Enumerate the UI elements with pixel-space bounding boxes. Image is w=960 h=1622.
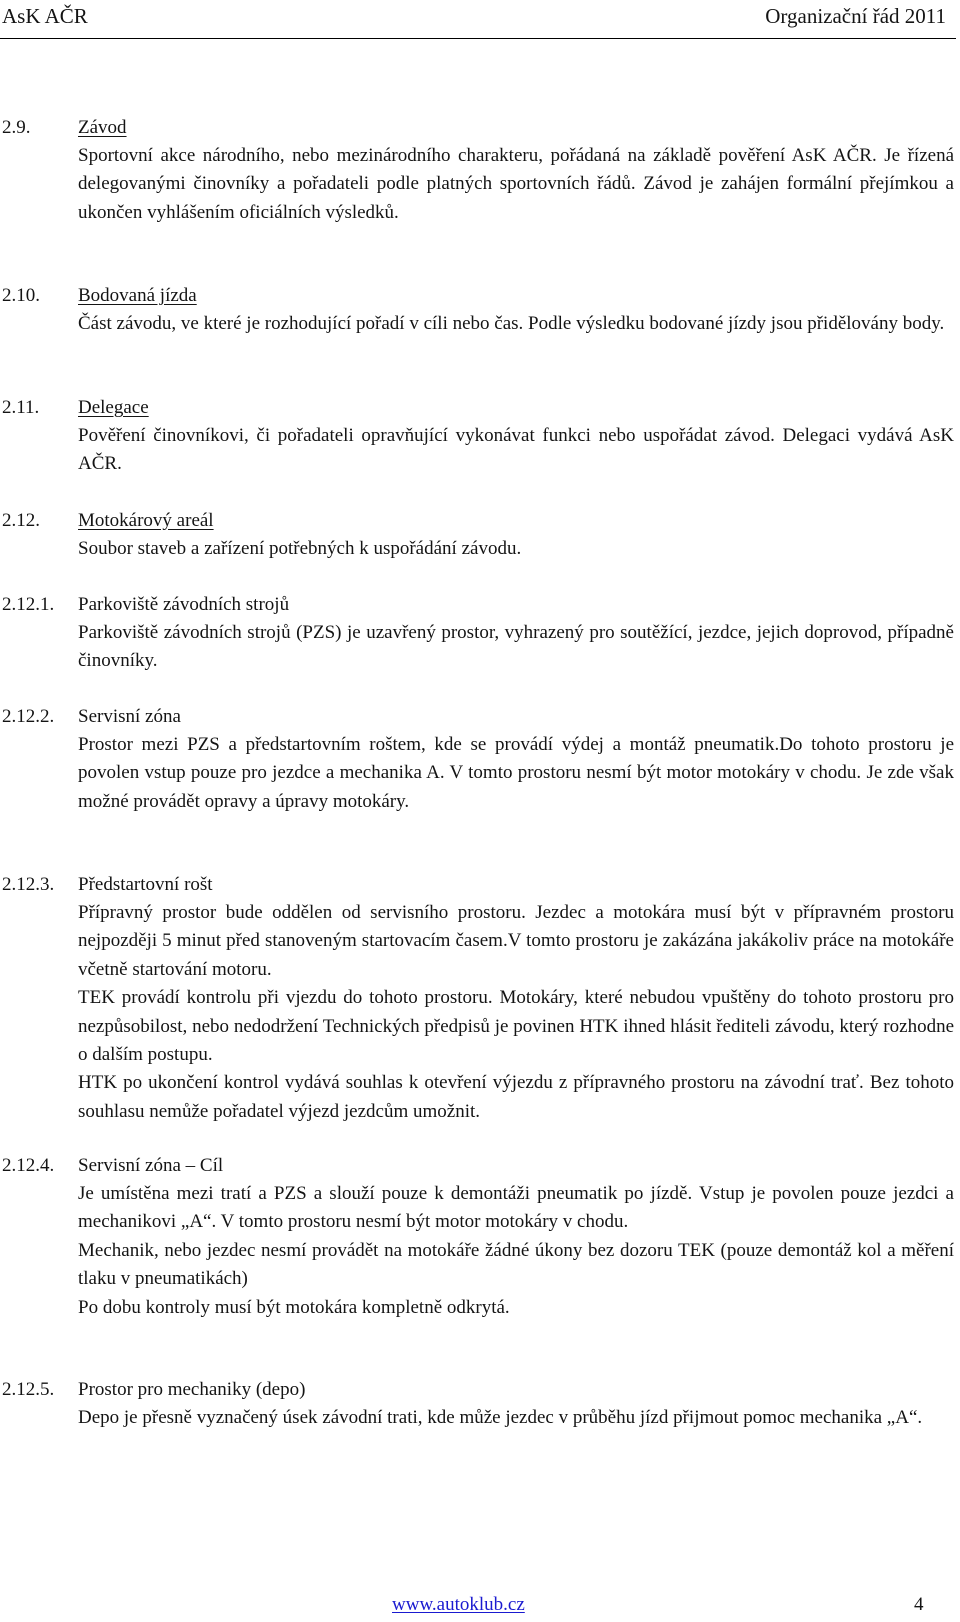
section-number: 2.12.1.	[2, 594, 55, 615]
section-title: Servisní zóna – Cíl	[78, 1155, 224, 1176]
section-body	[78, 142, 954, 227]
section-number: 2.10.	[2, 285, 40, 306]
section-number: 2.12.2.	[2, 706, 55, 727]
section-body	[78, 899, 954, 1126]
section-title: Předstartovní rošt	[78, 874, 213, 895]
section-title: Servisní zóna	[78, 706, 181, 727]
section-number: 2.12.3.	[2, 874, 55, 895]
section-body	[78, 731, 954, 816]
page-number: 4	[914, 1594, 924, 1615]
paragraph: Sportovní akce národního, nebo mezinárodního charakteru, pořádaná na základě pověření AsK AČR. Je řízená delegovanými činovníky a pořadateli podle platných sportovních řádů. Závod je zahájen formální přejímkou a ukončen vyhlášením oficiálních výsledků.	[78, 145, 954, 223]
section-body	[78, 310, 954, 338]
section-title: Prostor pro mechaniky (depo)	[78, 1379, 306, 1400]
section-body	[78, 619, 954, 676]
paragraph: Parkoviště závodních strojů (PZS) je uzavřený prostor, vyhrazený pro soutěžící, jezdce, jejich doprovod, případně činovníky.	[78, 622, 954, 672]
paragraph: HTK po ukončení kontrol vydává souhlas k otevření výjezdu z přípravného prostoru na závodní trať. Bez tohoto souhlasu nemůže pořadatel výjezd jezdcům umožnit.	[78, 1072, 954, 1122]
paragraph: Je umístěna mezi tratí a PZS a slouží pouze k demontáži pneumatik po jízdě. Vstup je povolen pouze jezdci a mechanikovi „A“. V tomto prostoru nesmí být motor motokáry v chodu.	[78, 1183, 954, 1233]
section-body	[78, 422, 954, 479]
section-body	[78, 1404, 954, 1432]
page-header	[0, 2, 956, 39]
section-number: 2.11.	[2, 397, 40, 418]
paragraph: Soubor staveb a zařízení potřebných k uspořádání závodu.	[78, 538, 522, 559]
paragraph: Mechanik, nebo jezdec nesmí provádět na motokáře žádné úkony bez dozoru TEK (pouze demontáž kol a měření tlaku v pneumatikách)	[78, 1239, 954, 1290]
section-body	[78, 1180, 954, 1322]
paragraph: Prostor mezi PZS a předstartovním roštem, kde se provádí výdej a montáž pneumatik.Do tohoto prostoru je povolen vstup pouze pro jezdce a mechanika A. V tomto prostoru nesmí být motor motokáry v chodu. Je zde však možné provádět opravy a úpravy motokáry.	[78, 734, 954, 812]
paragraph: Pověření činovníkovi, či pořadateli opravňující vykonávat funkci nebo uspořádat závod. Delegaci vydává AsK AČR.	[78, 425, 954, 475]
paragraph: Po dobu kontroly musí být motokára kompletně odkrytá.	[78, 1296, 510, 1318]
section-title: Motokárový areál	[78, 510, 214, 531]
section-number: 2.12.5.	[2, 1379, 55, 1400]
section-title: Bodovaná jízda	[78, 285, 197, 306]
section-number: 2.12.4.	[2, 1155, 55, 1176]
section-title: Parkoviště závodních strojů	[78, 594, 290, 615]
section-number: 2.9.	[2, 117, 31, 138]
section-body	[78, 535, 954, 563]
section-title: Delegace	[78, 397, 149, 418]
paragraph: Depo je přesně vyznačený úsek závodní trati, kde může jezdec v průběhu jízd přijmout pomoc mechanika „A“.	[78, 1407, 923, 1428]
header-doc-title: Organizační řád 2011	[765, 4, 946, 28]
header-org: AsK AČR	[2, 4, 88, 28]
section-title: Závod	[78, 117, 127, 138]
section-number: 2.12.	[2, 510, 40, 531]
paragraph: Část závodu, ve které je rozhodující pořadí v cíli nebo čas. Podle výsledku bodované jízdy jsou přidělovány body.	[78, 313, 945, 334]
paragraph: TEK provádí kontrolu při vjezdu do tohoto prostoru. Motokáry, které nebudou vpuštěny do tohoto prostoru pro nezpůsobilost, nebo nedodržení Technických předpisů je povinen HTK ihned hlásit řediteli závodu, který rozhodne o dalším postupu.	[78, 987, 954, 1066]
paragraph: Přípravný prostor bude oddělen od servisního prostoru. Jezdec a motokára musí být v přípravném prostoru nejpozději 5 minut před stanoveným startovacím časem.V tomto prostoru je zakázána jakákoliv práce na motokáře včetně startování motoru.	[78, 902, 954, 980]
footer-website-link[interactable]: www.autoklub.cz	[392, 1594, 525, 1615]
